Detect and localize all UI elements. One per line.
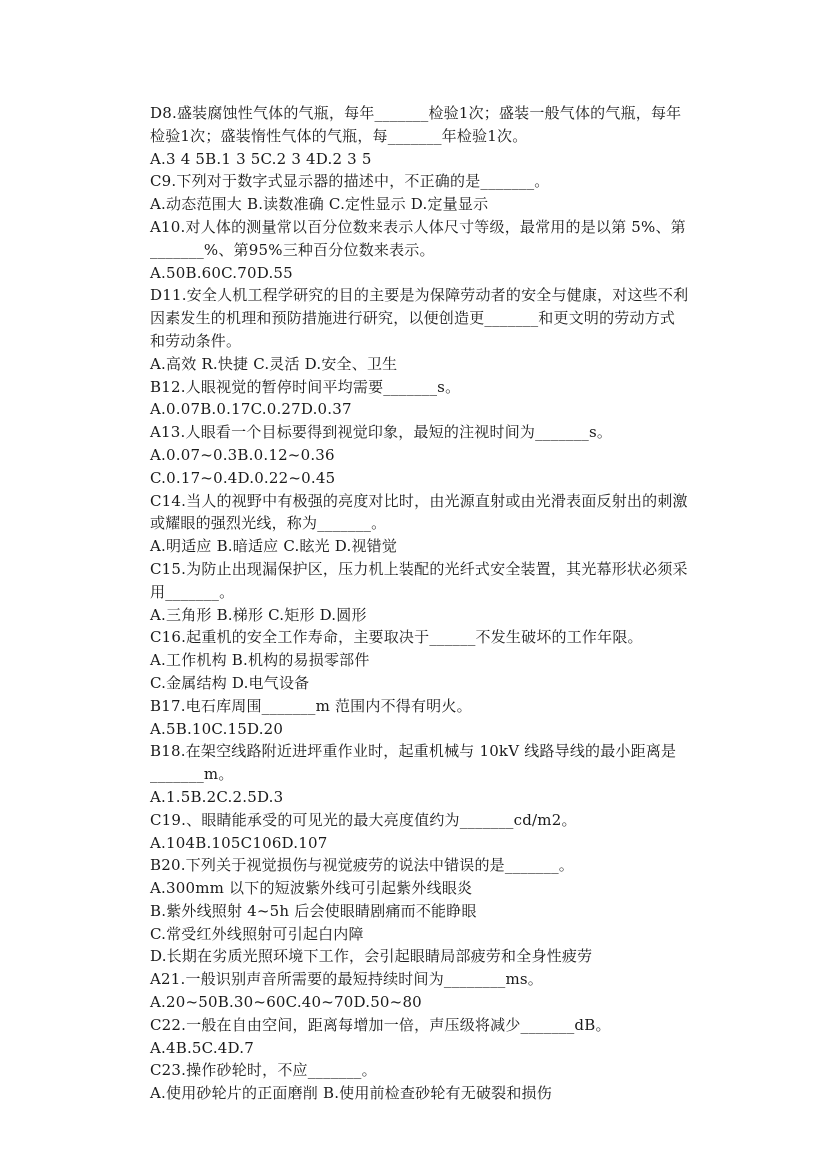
text-line: C.0.17~0.4D.0.22~0.45 bbox=[150, 468, 336, 487]
text-line: B12.人眼视觉的暂停时间平均需要_______s。 bbox=[150, 377, 461, 396]
text-line: A10.对人体的测量常以百分位数来表示人体尺寸等级，最常用的是以第 5%、第 bbox=[150, 217, 686, 236]
text-line: C23.操作砂轮时，不应_______。 bbox=[150, 1061, 377, 1080]
text-line: A.50B.60C.70D.55 bbox=[150, 263, 293, 282]
text-line: D11.安全人机工程学研究的目的主要是为保障劳动者的安全与健康，对这些不利 bbox=[150, 286, 689, 305]
text-line: A.4B.5C.4D.7 bbox=[150, 1038, 254, 1057]
text-line: 因素发生的机理和预防措施进行研究，以便创造更_______和更文明的劳动方式 bbox=[150, 309, 676, 328]
text-line: C16.起重机的安全工作寿命，主要取决于______不发生破坏的工作年限。 bbox=[150, 628, 643, 647]
text-line: C22.一般在自由空间，距离每增加一倍，声压级将减少_______dB。 bbox=[150, 1015, 611, 1034]
text-line: A.1.5B.2C.2.5D.3 bbox=[150, 787, 284, 806]
text-line: C9.下列对于数字式显示器的描述中，不正确的是_______。 bbox=[150, 172, 550, 191]
text-line: A13.人眼看一个目标要得到视觉印象，最短的注视时间为_______s。 bbox=[150, 423, 613, 442]
text-line: A.工作机构 B.机构的易损零部件 bbox=[150, 651, 370, 670]
text-line: A.3 4 5B.1 3 5C.2 3 4D.2 3 5 bbox=[150, 149, 372, 168]
text-line: D.长期在劣质光照环境下工作，会引起眼睛局部疲劳和全身性疲劳 bbox=[150, 947, 593, 966]
text-line: C.常受红外线照射可引起白内障 bbox=[150, 924, 364, 943]
text-line: 用_______。 bbox=[150, 582, 235, 601]
text-line: C.金属结构 D.电气设备 bbox=[150, 673, 310, 692]
text-line: A.20~50B.30~60C.40~70D.50~80 bbox=[150, 993, 422, 1012]
text-line: A.三角形 B.梯形 C.矩形 D.圆形 bbox=[150, 605, 367, 624]
text-line: _______%、第95%三种百分位数来表示。 bbox=[150, 240, 435, 259]
text-line: _______m。 bbox=[150, 765, 234, 784]
text-line: C14.当人的视野中有极强的亮度对比时，由光源直射或由光滑表面反射出的刺激 bbox=[150, 491, 688, 510]
text-line: B20.下列关于视觉损伤与视觉疲劳的说法中错误的是_______。 bbox=[150, 856, 574, 875]
text-line: B.紫外线照射 4~5h 后会使眼睛剧痛而不能睁眼 bbox=[150, 901, 477, 920]
text-line: C15.为防止出现漏保护区，压力机上装配的光纤式安全装置，其光幕形状必须采 bbox=[150, 559, 688, 578]
text-line: A.0.07B.0.17C.0.27D.0.37 bbox=[150, 400, 352, 419]
text-line: A.动态范围大 B.读数准确 C.定性显示 D.定量显示 bbox=[150, 195, 489, 214]
text-line: B18.在架空线路附近进坪重作业时，起重机械与 10kV 线路导线的最小距离是 bbox=[150, 742, 677, 761]
text-line: A.使用砂轮片的正面磨削 B.使用前检查砂轮有无破裂和损伤 bbox=[150, 1084, 552, 1103]
text-line: D8.盛装腐蚀性气体的气瓶，每年_______检验1次；盛装一般气体的气瓶，每年 bbox=[150, 104, 682, 122]
text-line: B17.电石库周围_______m 范围内不得有明火。 bbox=[150, 696, 472, 715]
text-line: C19.、眼睛能承受的可见光的最大亮度值约为_______cd/m2。 bbox=[150, 810, 577, 829]
document-page bbox=[150, 102, 730, 1105]
text-line: A.高效 R.快捷 C.灵活 D.安全、卫生 bbox=[150, 354, 398, 373]
text-line: A21.一般识别声音所需要的最短持续时间为________ms。 bbox=[150, 970, 544, 989]
text-line: A.明适应 B.暗适应 C.眩光 D.视错觉 bbox=[150, 537, 398, 556]
text-line: A.104B.105C106D.107 bbox=[150, 833, 328, 852]
text-line: A.300mm 以下的短波紫外线可引起紫外线眼炎 bbox=[150, 879, 473, 898]
text-line: A.5B.10C.15D.20 bbox=[150, 719, 284, 738]
text-line: 或耀眼的强烈光线，称为_______。 bbox=[150, 514, 387, 533]
text-line: A.0.07~0.3B.0.12~0.36 bbox=[150, 445, 335, 464]
text-line: 和劳动条件。 bbox=[150, 331, 242, 350]
text-line: 检验1次；盛装惰性气体的气瓶，每_______年检验1次。 bbox=[150, 126, 528, 145]
